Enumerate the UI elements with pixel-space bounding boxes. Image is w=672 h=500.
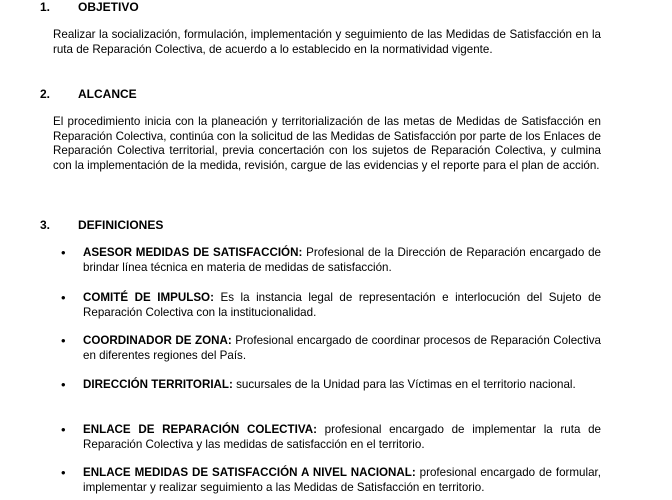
definition-text: Profesional encargado de coordinar procesos de Reparación Colectiva en diferentes regiones del País. xyxy=(83,334,601,362)
section-title: ALCANCE xyxy=(78,87,137,101)
bullet-icon: • xyxy=(61,465,66,480)
definition-term: DIRECCIÓN TERRITORIAL: xyxy=(83,378,233,391)
definition-term: ENLACE DE REPARACIÓN COLECTIVA: xyxy=(83,423,317,436)
definition-item xyxy=(61,378,601,393)
definition-text: sucursales de la Unidad para las Víctimas en el territorio nacional. xyxy=(232,378,576,391)
bullet-icon: • xyxy=(61,245,66,260)
definition-text: profesional encargado de implementar la ruta de Reparación Colectiva y las medidas de satisfacción en el territorio. xyxy=(83,423,601,451)
section-heading-alcance xyxy=(40,87,137,102)
bullet-icon: • xyxy=(61,333,66,348)
objetivo-paragraph: Realizar la socialización, formulación, implementación y seguimiento de las Medidas de Satisfacción en la ruta de Reparación Colectiva, de acuerdo a lo establecido en la normatividad vigente. xyxy=(53,28,601,56)
section-number: 3. xyxy=(40,218,51,232)
bullet-icon: • xyxy=(61,422,66,437)
definition-item xyxy=(61,334,601,363)
definition-text: Profesional de la Dirección de Reparación encargado de brindar línea técnica en materia de medidas de satisfacción. xyxy=(83,246,601,274)
section-number: 2. xyxy=(40,87,51,101)
bullet-icon: • xyxy=(61,377,66,392)
bullet-icon: • xyxy=(61,290,66,305)
definition-text: profesional encargado de formular, implementar y realizar seguimiento a las Medidas de Satisfacción en territorio. xyxy=(83,466,601,494)
section-heading-objetivo xyxy=(40,0,139,15)
section-number: 1. xyxy=(40,0,51,14)
section-title: DEFINICIONES xyxy=(78,218,164,232)
definition-item xyxy=(61,291,601,320)
definition-item xyxy=(61,466,601,495)
alcance-paragraph: El procedimiento inicia con la planeación y territorialización de las metas de Medidas de Satisfacción en Reparación Colectiva, continúa con la solicitud de las Medidas de Satisfacción por parte de los Enlaces de Reparación Colectiva territorial, previa concertación con los sujetos de Reparación Colectiva, y culmina con la implementación de la medida, revisión, cargue de las evidencias y el reporte para el plan de acción. xyxy=(53,115,601,172)
definition-term: COORDINADOR DE ZONA: xyxy=(83,334,232,347)
definition-text: Es la instancia legal de representación e interlocución del Sujeto de Reparación Colectiva con la institucionalidad. xyxy=(83,291,602,319)
definition-term: COMITÉ DE IMPULSO: xyxy=(83,291,214,304)
section-heading-definiciones xyxy=(40,218,163,233)
definition-term: ENLACE MEDIDAS DE SATISFACCIÓN A NIVEL NACIONAL: xyxy=(83,466,416,479)
definition-term: ASESOR MEDIDAS DE SATISFACCIÓN: xyxy=(83,246,303,259)
definition-item xyxy=(61,246,601,275)
definition-item xyxy=(61,423,601,452)
section-title: OBJETIVO xyxy=(78,0,139,14)
